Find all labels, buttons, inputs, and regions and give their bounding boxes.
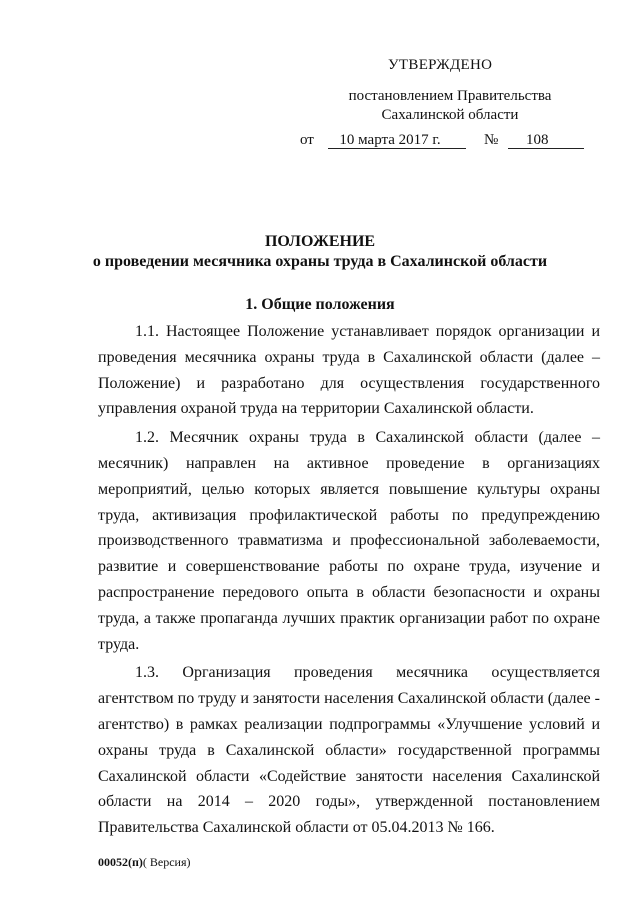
document-subtitle: о проведении месячника охраны труда в Сахалинской области bbox=[92, 253, 548, 270]
decree-date: 10 марта 2017 г. bbox=[328, 133, 466, 149]
approval-authority: постановлением Правительства bbox=[348, 88, 552, 104]
section-heading: 1. Общие положения bbox=[245, 296, 395, 313]
paragraph-1-1: 1.1. Настоящее Положение устанавливает порядок организации и проведения месячника охраны труда в Сахалинской области (далее – Положение) и разработано для осуществления государственного управления охраной труда на территории Сахалинской области. bbox=[98, 323, 600, 418]
decree-reference bbox=[300, 131, 600, 150]
document-title: ПОЛОЖЕНИЕ bbox=[264, 233, 376, 250]
paragraph-1-3: 1.3. Организация проведения месячника осуществляется агентством по труду и занятости населения Сахалинской области (далее - агентство) в рамках реализации подпрограммы «Улучшение условий и охраны труда в Сахалинской области» государственной программы Сахалинской области «Содействие занятости населения Сахалинской области на 2014 – 2020 годы», утвержденной постановлением Правительства Сахалинской области от 05.04.2013 № 166. bbox=[98, 664, 600, 837]
decree-number: 108 bbox=[508, 133, 584, 149]
paragraph-1-2: 1.2. Месячник охраны труда в Сахалинской области (далее – месячник) направлен на активное проведение в организациях мероприятий, целью которых является повышение культуры охраны труда, активизация профилактической работы по предупреждению производственного травматизма и профессиональной заболеваемости, развитие и совершенствование работы по охране труда, изучение и распространение передового опыта в области безопасности и охраны труда, а также пропаганда лучших практик организации работ по охране труда. bbox=[98, 429, 600, 653]
document-version: ( Версия) bbox=[142, 855, 191, 869]
decree-from-label: от bbox=[300, 132, 314, 148]
document-code: 00052(п) bbox=[98, 855, 143, 869]
approval-stamp: УТВЕРЖДЕНО bbox=[388, 57, 493, 73]
decree-number-label: № bbox=[484, 132, 499, 148]
approval-block bbox=[300, 56, 600, 150]
section-body bbox=[98, 319, 600, 844]
footer-code bbox=[98, 855, 191, 870]
approval-region: Сахалинской области bbox=[381, 107, 519, 123]
